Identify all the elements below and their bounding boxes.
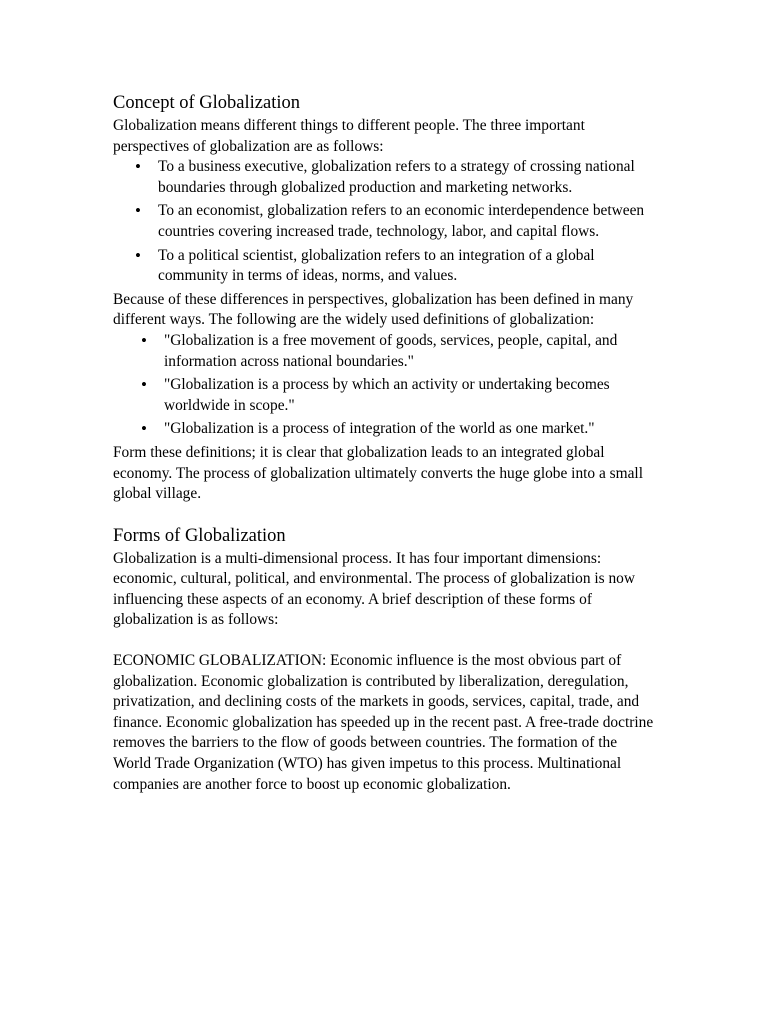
economic-globalization-paragraph: ECONOMIC GLOBALIZATION: Economic influence is the most obvious part of globalization. Economic globalization is contributed by liberalization, deregulation, privatization, and declining costs of the markets in goods, services, capital, trade, and finance. Economic globalization has speeded up in the recent past. A free-trade doctrine removes the barriers to the flow of goods between countries. The formation of the World Trade Organization (WTO) has given impetus to this process. Multinational companies are another force to boost up economic globalization. bbox=[113, 652, 654, 793]
list-item: • To an economist, globalization refers to an economic interdependence between countries covering increased trade, technology, labor, and capital flows. bbox=[113, 201, 668, 242]
concept-intro-paragraph: Globalization means different things to different people. The three important perspectives of globalization are as follows: bbox=[113, 117, 585, 155]
definitions-intro-paragraph: Because of these differences in perspectives, globalization has been defined in many different ways. The following are the widely used definitions of globalization: bbox=[113, 290, 634, 329]
concept-conclusion-paragraph: Form these definitions; it is clear that globalization leads to an integrated global economy. The process of globalization ultimately converts the huge globe into a small global village. bbox=[113, 443, 643, 503]
section-heading-forms: Forms of Globalization bbox=[113, 525, 286, 546]
forms-intro-paragraph: Globalization is a multi-dimensional process. It has four important dimensions: economic, cultural, political, and environmental. The process of globalization is now influencing these aspects of an economy. A brief description of these forms of globalization is as follows: bbox=[113, 549, 635, 629]
list-item: • "Globalization is a process by which an activity or undertaking becomes worldwide in scope." bbox=[113, 375, 664, 416]
list-item: • "Globalization is a process of integration of the world as one market." bbox=[113, 419, 664, 440]
list-item: • To a political scientist, globalization refers to an integration of a global community in terms of ideas, norms, and values. bbox=[113, 246, 668, 287]
perspectives-list bbox=[113, 157, 658, 287]
paragraph-gap bbox=[113, 631, 658, 651]
list-item: • "Globalization is a free movement of goods, services, people, capital, and information across national boundaries." bbox=[113, 331, 664, 372]
section-heading-concept: Concept of Globalization bbox=[113, 93, 301, 113]
definitions-list bbox=[113, 331, 658, 440]
list-item: • To a business executive, globalization refers to a strategy of crossing national boundaries through globalized production and marketing networks. bbox=[113, 157, 668, 198]
document-page bbox=[113, 92, 658, 795]
